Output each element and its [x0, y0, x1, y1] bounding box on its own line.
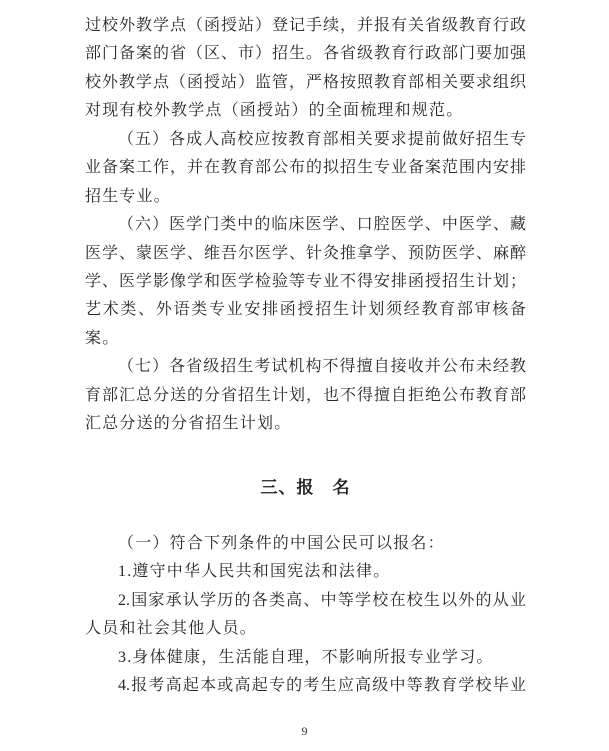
document-line: 过校外教学点（函授站）登记手续，并报有关省级教育行政	[85, 17, 526, 34]
document-line: 学、医学影像学和医学检验等专业不得安排函授招生计划；	[85, 272, 526, 290]
document-line: 艺术类、外语类专业安排函授招生计划须经教育部审核备	[85, 301, 526, 319]
document-line: 4.报考高起本或高起专的考生应高级中等教育学校毕业	[118, 677, 526, 695]
document-line: 对现有校外教学点（函授站）的全面梳理和规范。	[85, 102, 464, 120]
document-line: 汇总分送的分省招生计划。	[85, 415, 292, 433]
document-line: 3.身体健康，生活能自理，不影响所报专业学习。	[118, 648, 494, 666]
document-line: （五）各成人高校应按教育部相关要求提前做好招生专	[118, 130, 526, 148]
document-line: 部门备案的省（区、市）招生。各省级教育行政部门要加强	[85, 45, 526, 63]
document-line: （六）医学门类中的临床医学、口腔医学、中医学、藏	[118, 216, 526, 234]
document-line: 业备案工作，并在教育部公布的拟招生专业备案范围内安排	[85, 159, 526, 177]
page-number: 9	[301, 724, 308, 738]
document-line: 2.国家承认学历的各类高、中等学校在校生以外的从业	[118, 591, 526, 609]
document-line: 校外教学点（函授站）监管，严格按照教育部相关要求组织	[85, 73, 526, 91]
document-line: 人员和社会其他人员。	[85, 620, 258, 638]
document-content	[85, 12, 526, 701]
document-line: （七）各省级招生考试机构不得擅自接收并公布未经教	[118, 358, 526, 376]
document-line: 1.遵守中华人民共和国宪法和法律。	[118, 563, 391, 581]
document-line: 案。	[85, 329, 120, 347]
document-line: （一）符合下列条件的中国公民可以报名：	[118, 535, 445, 552]
document-line: 招生专业。	[85, 187, 172, 205]
section-heading: 三、报 名	[260, 477, 351, 497]
document-line: 育部汇总分送的分省招生计划，也不得擅自拒绝公布教育部	[85, 386, 526, 404]
document-line: 医学、蒙医学、维吾尔医学、针灸推拿学、预防医学、麻醉	[85, 244, 526, 262]
